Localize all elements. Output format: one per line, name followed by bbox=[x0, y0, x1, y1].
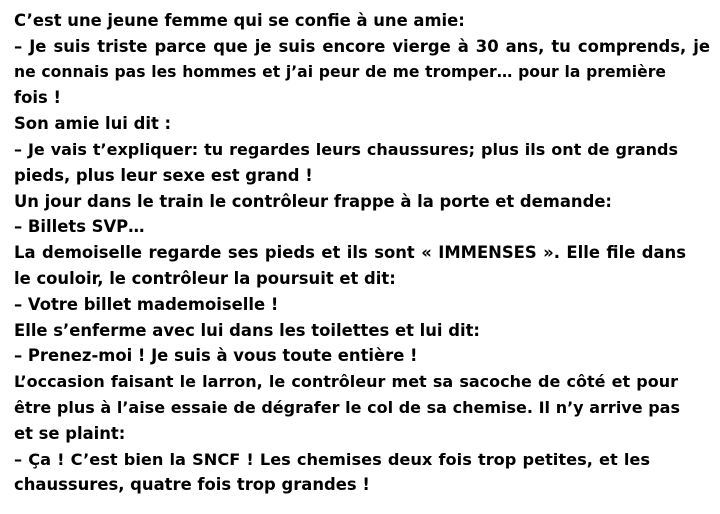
text-line: – Prenez-moi ! Je suis à vous toute entière ! bbox=[14, 346, 418, 366]
text-line: chaussures, quatre fois trop grandes ! bbox=[14, 475, 370, 495]
text-line: – Je vais t’expliquer: tu regardes leurs chaussures; plus ils ont de grands bbox=[14, 139, 678, 159]
text-line: C’est une jeune femme qui se confie à une amie: bbox=[14, 11, 465, 30]
joke-text-block bbox=[14, 8, 710, 498]
text-line: ne connais pas les hommes et j’ai peur de me tromper… pour la première bbox=[14, 62, 666, 81]
text-line: La demoiselle regarde ses pieds et ils sont « IMMENSES ». Elle file dans bbox=[14, 243, 686, 263]
text-line: être plus à l’aise essaie de dégrafer le col de sa chemise. Il n’y arrive pas bbox=[14, 397, 680, 417]
text-line: L’occasion faisant le larron, le contrôleur met sa sacoche de côté et pour bbox=[14, 372, 678, 392]
text-line: Elle s’enferme avec lui dans les toilettes et lui dit: bbox=[14, 320, 480, 340]
text-line: – Votre billet mademoiselle ! bbox=[14, 294, 279, 314]
text-line: Un jour dans le train le contrôleur frappe à la porte et demande: bbox=[14, 191, 612, 211]
text-line: fois ! bbox=[14, 88, 61, 108]
text-line: le couloir, le contrôleur la poursuit et dit: bbox=[14, 268, 396, 288]
text-line: – Je suis triste parce que je suis encore vierge à 30 ans, tu comprends, je bbox=[14, 36, 710, 56]
text-line: – Billets SVP… bbox=[14, 217, 145, 237]
text-line: pieds, plus leur sexe est grand ! bbox=[14, 165, 313, 185]
text-line: Son amie lui dit : bbox=[14, 114, 172, 134]
text-line: et se plaint: bbox=[14, 423, 126, 443]
text-line: – Ça ! C’est bien la SNCF ! Les chemises deux fois trop petites, et les bbox=[14, 449, 650, 469]
